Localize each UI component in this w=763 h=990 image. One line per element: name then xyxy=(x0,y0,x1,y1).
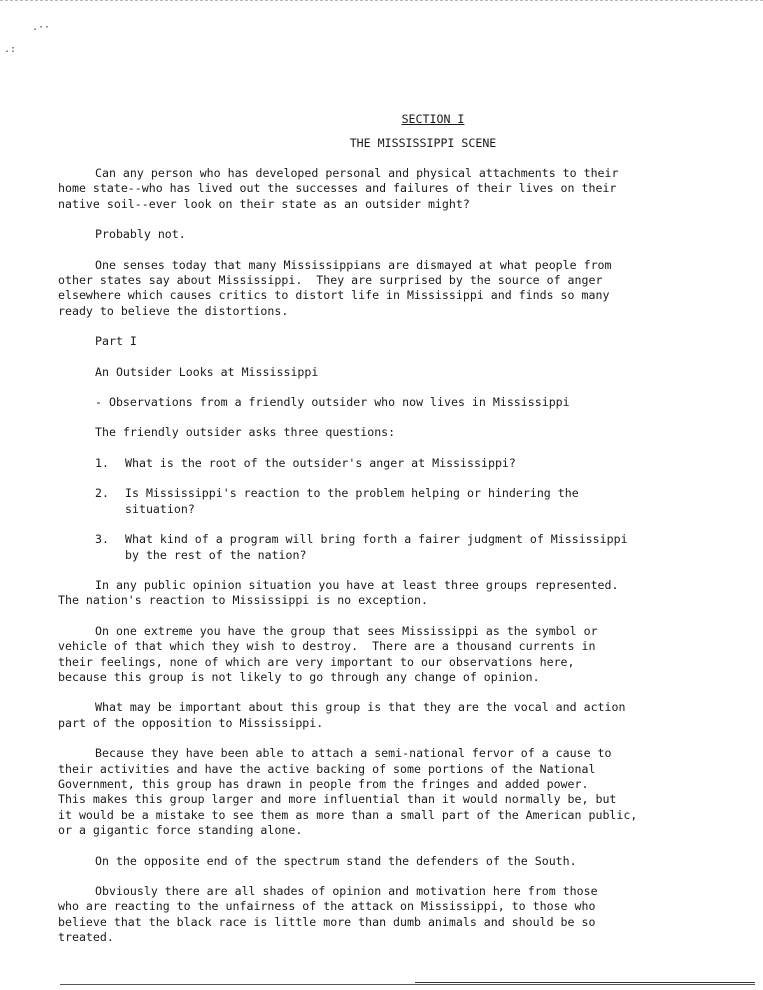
observations-line xyxy=(58,395,738,410)
text-line: elsewhere which causes critics to distort life in Mississippi and finds so many xyxy=(58,288,610,303)
text-line: The nation's reaction to Mississippi is no exception. xyxy=(58,593,428,608)
extreme-paragraph xyxy=(58,624,738,686)
document-page xyxy=(58,112,738,946)
list-item xyxy=(58,456,738,471)
opinion-paragraph xyxy=(58,578,738,609)
text-line: or a gigantic force standing alone. xyxy=(58,823,303,838)
shades-paragraph xyxy=(58,884,738,946)
text-line: because this group is not likely to go through any change of opinion. xyxy=(58,669,540,684)
text-line: The friendly outsider asks three questions: xyxy=(95,425,396,440)
text-line: Government, this group has drawn in people from the fringes and added power. xyxy=(58,776,589,791)
text-line: other states say about Mississippi. They are surprised by the source of anger xyxy=(58,273,603,288)
text-line: Probably not. xyxy=(95,227,186,242)
text-line: it would be a mistake to see them as more than a small part of the American public, xyxy=(58,807,638,822)
list-item xyxy=(58,532,738,563)
text-line: One senses today that many Mississippians are dismayed at what people from xyxy=(95,257,612,272)
list-number: 3. xyxy=(95,532,109,547)
part-label xyxy=(58,334,738,349)
text-line: On the opposite end of the spectrum stand the defenders of the South. xyxy=(95,853,577,868)
list-item xyxy=(58,486,738,517)
text-line: Can any person who has developed personal and physical attachments to their xyxy=(95,166,619,180)
text-line: by the rest of the nation? xyxy=(125,547,307,562)
text-line: vehicle of that which they wish to destroy. There are a thousand currents in xyxy=(58,639,596,654)
page-bottom-rule xyxy=(415,982,755,983)
text-line: Obviously there are all shades of opinion and motivation here from those xyxy=(95,884,598,898)
text-line: Because they have been able to attach a semi-national fervor of a cause to xyxy=(95,746,612,761)
fervor-paragraph xyxy=(58,746,738,838)
text-line: What is the root of the outsider's anger at Mississippi? xyxy=(125,455,516,470)
page-bottom-rule xyxy=(60,984,755,985)
text-line: Part I xyxy=(95,334,137,349)
vocal-paragraph xyxy=(58,700,738,731)
intro-paragraph xyxy=(58,166,738,212)
page-top-edge xyxy=(0,0,763,1)
text-line: who are reacting to the unfairness of the attack on Mississippi, to those who xyxy=(58,899,596,914)
scan-speck: .·· xyxy=(32,22,51,33)
text-line: In any public opinion situation you have at least three groups represented. xyxy=(95,577,619,592)
scan-speck: .: xyxy=(4,44,17,55)
text-line: believe that the black race is little more than dumb animals and should be so xyxy=(58,914,596,929)
probably-paragraph xyxy=(58,227,738,242)
text-line: their feelings, none of which are very important to our observations here, xyxy=(58,654,575,669)
text-line: This makes this group larger and more influential than it would normally be, but xyxy=(58,792,617,807)
text-line: What may be important about this group is that they are the vocal and action xyxy=(95,700,626,715)
opposite-paragraph xyxy=(58,854,738,869)
document-title: THE MISSISSIPPI SCENE xyxy=(349,136,497,150)
questions-intro xyxy=(58,425,738,440)
text-line: home state--who has lived out the successes and failures of their lives on their xyxy=(58,181,617,196)
text-line: native soil--ever look on their state as an outsider might? xyxy=(58,196,470,211)
text-line: What kind of a program will bring forth a fairer judgment of Mississippi xyxy=(125,532,628,547)
text-line: - Observations from a friendly outsider who now lives in Mississippi xyxy=(95,395,570,410)
text-line: situation? xyxy=(125,501,195,516)
text-line: part of the opposition to Mississippi. xyxy=(58,715,324,730)
part-title xyxy=(58,365,738,380)
text-line: An Outsider Looks at Mississippi xyxy=(95,364,319,379)
text-line: their activities and have the active backing of some portions of the National xyxy=(58,761,596,776)
text-line: ready to believe the distortions. xyxy=(58,303,289,318)
text-line: On one extreme you have the group that sees Mississippi as the symbol or xyxy=(95,623,598,638)
text-line: Is Mississippi's reaction to the problem helping or hindering the xyxy=(125,486,579,501)
section-heading: SECTION I xyxy=(401,112,465,126)
list-number: 1. xyxy=(95,455,109,470)
text-line: treated. xyxy=(58,930,114,945)
list-number: 2. xyxy=(95,486,109,501)
dismay-paragraph xyxy=(58,258,738,320)
